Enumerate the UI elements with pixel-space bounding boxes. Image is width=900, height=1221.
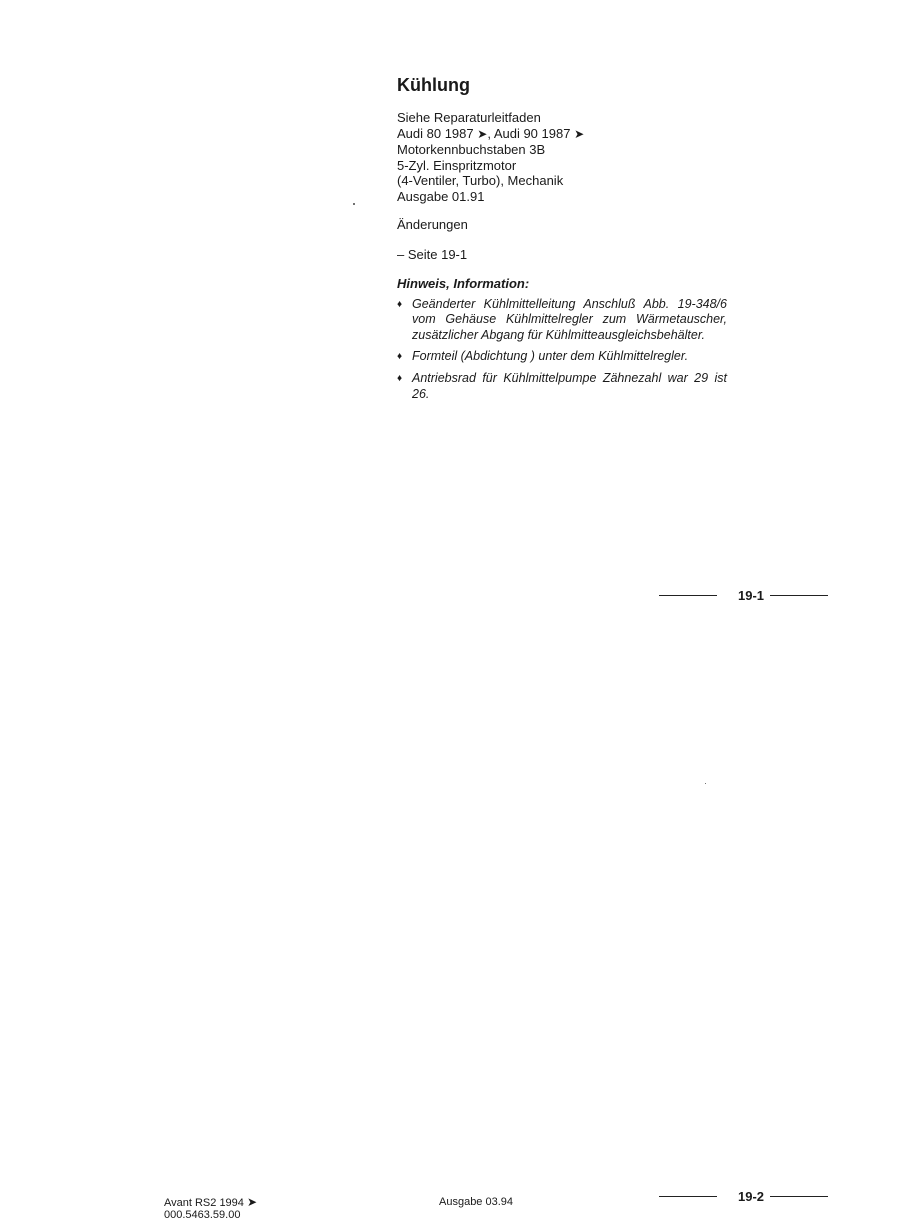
diamond-bullet-icon: ♦: [397, 351, 403, 363]
reference-line: (4-Ventiler, Turbo), Mechanik: [397, 173, 564, 189]
changes-item-text: Seite 19-1: [407, 246, 468, 262]
page-title: Kühlung: [397, 75, 470, 95]
changes-item: [397, 247, 727, 263]
footer-model-info: [164, 1196, 257, 1221]
reference-line: Motorkennbuchstaben 3B: [397, 142, 546, 158]
dash-icon: –: [397, 246, 405, 262]
page-number: 19-2: [738, 1189, 765, 1204]
reference-line: 5-Zyl. Einspritzmotor: [397, 157, 517, 173]
scan-speck: [705, 783, 706, 784]
page-number-mark: [659, 588, 828, 603]
list-item: [397, 297, 727, 344]
changes-label: Änderungen: [397, 216, 468, 232]
list-item-text: Antriebsrad für Kühlmittelpumpe Zähnezahl war 29 ist 26.: [412, 370, 727, 401]
arrow-icon: ➤: [574, 126, 585, 141]
footer-model-line: [164, 1196, 257, 1209]
footer-model: Avant RS2 1994: [164, 1197, 244, 1209]
list-item-text: Geänderter Kühlmittelleitung Anschluß Abb. 19-348/6 vom Gehäuse Kühlmittelregler zum Wärmetauscher, zusätzlicher Abgang für Kühlmitteausgleichsbehälter.: [412, 296, 727, 342]
arrow-icon: ➤: [477, 126, 488, 141]
model-audi-80: Audi 80 1987: [397, 125, 474, 141]
list-item: [397, 371, 727, 402]
rule-left: [659, 595, 717, 596]
footer-doc-number: 000.5463.59.00: [164, 1209, 241, 1221]
reference-line: Ausgabe 01.91: [397, 188, 485, 204]
rule-right: [770, 595, 828, 596]
list-item-text: Formteil (Abdichtung ) unter dem Kühlmittelregler.: [412, 349, 689, 364]
document-content: [397, 74, 727, 408]
model-audi-90: , Audi 90 1987: [487, 125, 571, 141]
page-number-mark: [659, 1189, 828, 1204]
list-item: [397, 349, 727, 365]
reference-line-models: [397, 126, 727, 143]
reference-block: [397, 110, 727, 205]
rule-left: [659, 1196, 717, 1197]
arrow-icon: ➤: [246, 1195, 258, 1209]
reference-line: Siehe Reparaturleitfaden: [397, 110, 541, 125]
hint-title: Hinweis, Information:: [397, 275, 530, 291]
rule-right: [770, 1196, 828, 1197]
page-number: 19-1: [738, 588, 765, 603]
footer-edition: Ausgabe 03.94: [439, 1196, 514, 1208]
diamond-bullet-icon: ♦: [397, 298, 403, 310]
diamond-bullet-icon: ♦: [397, 372, 403, 384]
scan-speck: [353, 203, 355, 205]
